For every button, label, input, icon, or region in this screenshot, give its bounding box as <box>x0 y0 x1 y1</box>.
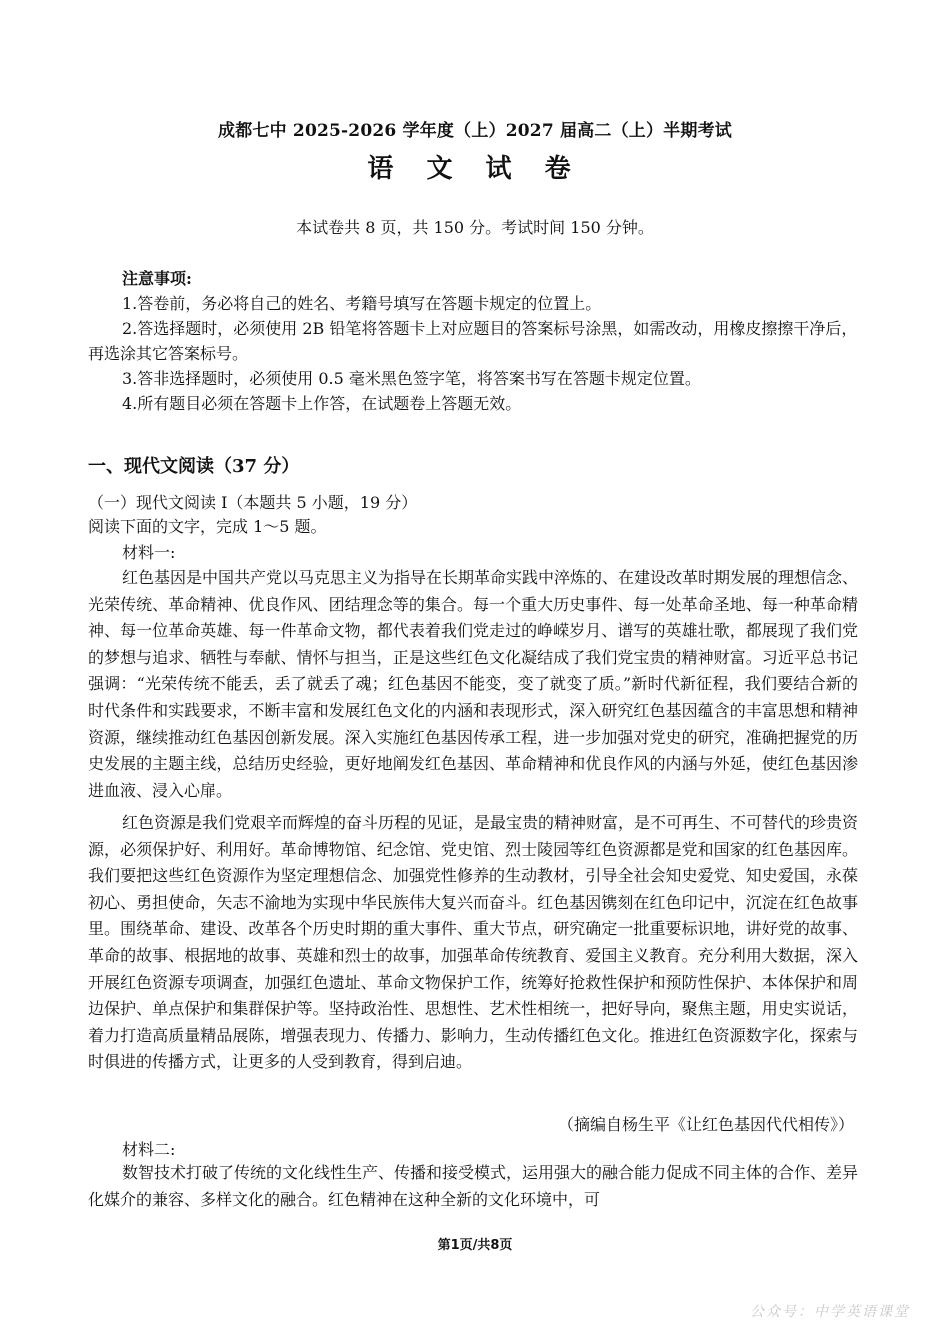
notice-item-2: 2.答选择题时，必须使用 2B 铅笔将答题卡上对应题目的答案标号涂黑，如需改动，用橡皮擦擦干净后，再选涂其它答案标号。 <box>88 319 858 363</box>
watermark: 公众号：中学英语课堂 <box>750 1304 910 1320</box>
material2-paragraph-1: 数智技术打破了传统的文化线性生产、传播和接受模式，运用强大的融合能力促成不同主体的合作、差异化媒介的兼容、多样文化的融合。红色精神在这种全新的文化环境中，可 <box>88 1163 859 1209</box>
notice-item-3: 3.答非选择题时，必须使用 0.5 毫米黑色签字笔，将答案书写在答题卡规定位置。 <box>122 369 701 388</box>
exam-header: 成都七中 2025-2026 学年度（上）2027 届高二（上）半期考试 <box>218 121 732 141</box>
material1-paragraph-2: 红色资源是我们党艰辛而辉煌的奋斗历程的见证，是最宝贵的精神财富，是不可再生、不可替代的珍贵资源，必须保护好、利用好。革命博物馆、纪念馆、党史馆、烈士陵园等红色资源都是党和国家的红色基因库。我们要把这些红色资源作为坚定理想信念、加强党性修养的生动教材，引导全社会知史爱党、知史爱国，永葆初心、勇担使命，矢志不渝地为实现中华民族伟大复兴而奋斗。红色基因镌刻在红色印记中，沉淀在红色故事里。围绕革命、建设、改革各个历史时期的重大事件、重大节点，研究确定一批重要标识地，讲好党的故事、革命的故事、根据地的故事、英雄和烈士的故事，加强革命传统教育、爱国主义教育。充分利用大数据，深入开展红色资源专项调查，加强红色遗址、革命文物保护工作，统筹好抢救性保护和预防性保护、本体保护和周边保护、单点保护和集群保护等。坚持政治性、思想性、艺术性相统一，把好导向，聚焦主题，用史实说话，着力打造高质量精品展陈，增强表现力、传播力、影响力，生动传播红色文化。推进红色资源数字化，探索与时俱进的传播方式，让更多的人受到教育，得到启迪。 <box>88 813 859 1072</box>
material2-label: 材料二: <box>122 1140 176 1159</box>
exam-title: 语 文 试 卷 <box>367 154 583 184</box>
reading-instruction: 阅读下面的文字，完成 1～5 题。 <box>88 517 327 536</box>
material1-label: 材料一: <box>122 543 176 562</box>
notice-title: 注意事项: <box>122 269 192 288</box>
material1-paragraph-1: 红色基因是中国共产党以马克思主义为指导在长期革命实践中淬炼的、在建设改革时期发展的理想信念、光荣传统、革命精神、优良作风、团结理念等的集合。每一个重大历史事件、每一处革命圣地、每一种革命精神、每一位革命英雄、每一件革命文物，都代表着我们党走过的峥嵘岁月、谱写的英雄壮歌，都展现了我们党的梦想与追求、牺牲与奉献、情怀与担当，正是这些红色文化凝结成了我们党宝贵的精神财富。习近平总书记强调：“光荣传统不能丢，丢了就丢了魂；红色基因不能变，变了就变了质。”新时代新征程，我们要结合新的时代条件和实践要求，不断丰富和发展红色文化的内涵和表现形式，深入研究红色基因蕴含的丰富思想和精神资源，继续推动红色基因创新发展。深入实施红色基因传承工程，进一步加强对党史的研究，准确把握党的历史发展的主题主线，总结历史经验，更好地阐发红色基因、革命精神和优良作风的内涵与外延，使红色基因渗进血液、浸入心扉。 <box>88 568 859 800</box>
page-number: 第1页/共8页 <box>437 1238 513 1253</box>
exam-info: 本试卷共 8 页，共 150 分。考试时间 150 分钟。 <box>296 218 654 237</box>
section-subtitle: （一）现代文阅读 I（本题共 5 小题，19 分） <box>88 493 418 512</box>
section-title: 一、现代文阅读（37 分） <box>88 456 300 477</box>
notice-item-1: 1.答卷前，务必将自己的姓名、考籍号填写在答题卡规定的位置上。 <box>122 294 602 313</box>
material1-citation: （摘编自杨生平《让红色基因代代相传》） <box>557 1115 854 1134</box>
notice-item-4: 4.所有题目必须在答题卡上作答，在试题卷上答题无效。 <box>122 394 522 413</box>
